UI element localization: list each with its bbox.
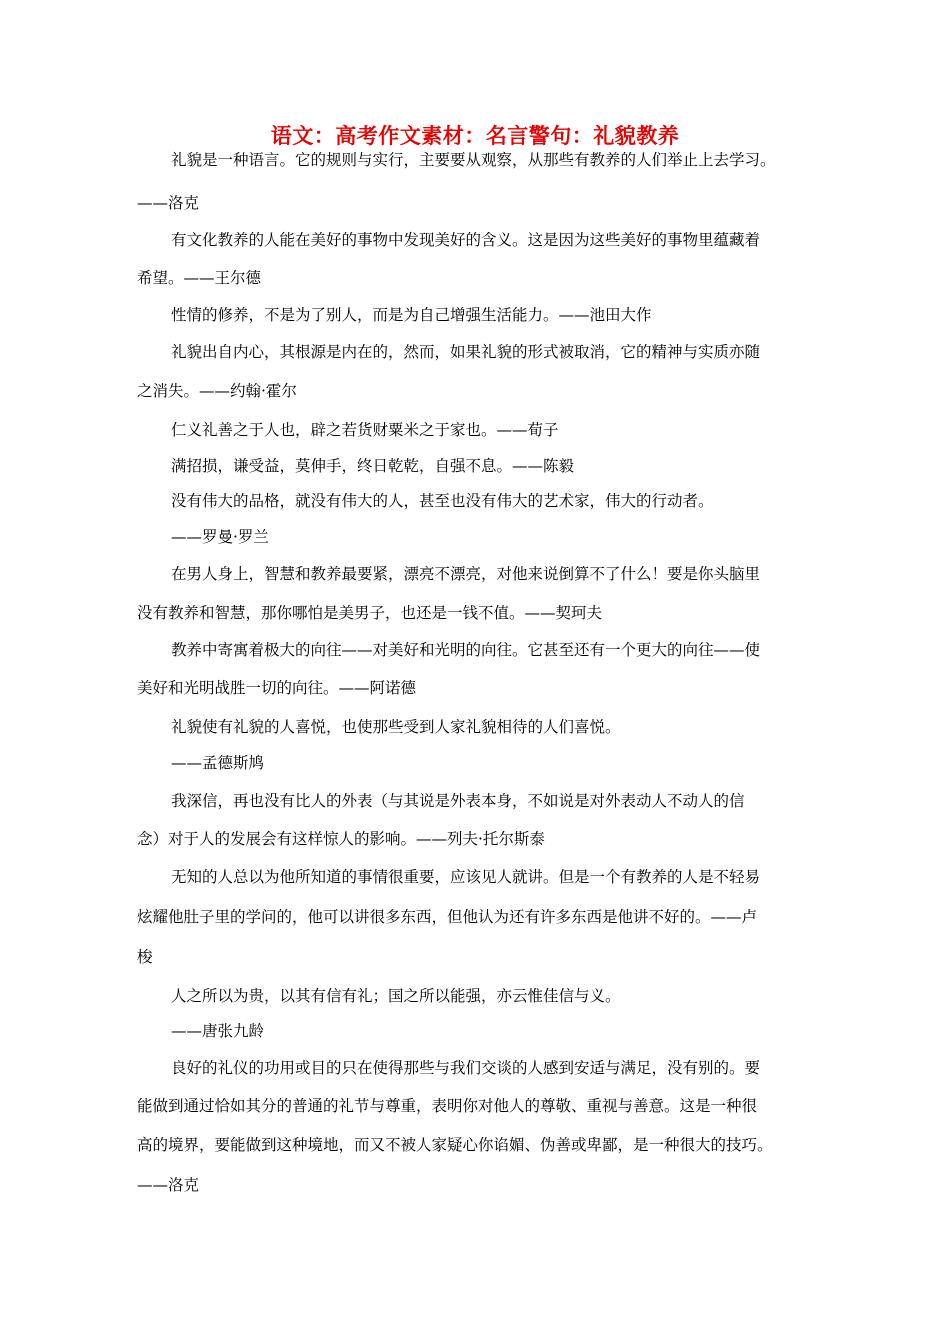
text-line: 教养中寄寓着极大的向往——对美好和光明的向往。它甚至还有一个更大的向往——使 xyxy=(171,641,761,659)
text-line: 没有伟大的品格，就没有伟大的人，甚至也没有伟大的艺术家，伟大的行动者。 xyxy=(171,492,714,510)
text-line: ——洛克 xyxy=(137,194,200,212)
text-line: 之消失。——约翰·霍尔 xyxy=(137,382,297,400)
text-line: 有文化教养的人能在美好的事物中发现美好的含义。这是因为这些美好的事物里蕴藏着 xyxy=(171,231,761,249)
text-line: ——孟德斯鸠 xyxy=(171,754,265,772)
text-line: 礼貌使有礼貌的人喜悦，也使那些受到人家礼貌相待的人们喜悦。 xyxy=(171,718,621,736)
text-line: 炫耀他肚子里的学问的，他可以讲很多东西，但他认为还有许多东西是他讲不好的。——卢 xyxy=(137,908,758,926)
text-line: 无知的人总以为他所知道的事情很重要，应该见人就讲。但是一个有教养的人是不轻易 xyxy=(171,868,761,886)
text-line: 礼貌是一种语言。它的规则与实行，主要要从观察，从那些有教养的人们举止上去学习。 xyxy=(171,151,776,169)
text-line: 仁义礼善之于人也，辟之若货财粟米之于家也。——荀子 xyxy=(171,421,559,439)
text-line: ——洛克 xyxy=(137,1176,200,1194)
document-title: 语文：高考作文素材：名言警句：礼貌教养 xyxy=(270,124,680,148)
text-line: 念）对于人的发展会有这样惊人的影响。——列夫·托尔斯泰 xyxy=(137,830,545,848)
text-line: 在男人身上，智慧和教养最要紧，漂亮不漂亮，对他来说倒算不了什么！要是你头脑里 xyxy=(171,565,761,583)
text-line: 美好和光明战胜一切的向往。——阿诺德 xyxy=(137,679,417,697)
text-line: 人之所以为贵，以其有信有礼；国之所以能强，亦云惟佳信与义。 xyxy=(171,987,621,1005)
text-line: 良好的礼仪的功用或目的只在使得那些与我们交谈的人感到安适与满足，没有别的。要 xyxy=(171,1059,761,1077)
text-line: 能做到通过恰如其分的普通的礼节与尊重，表明你对他人的尊敬、重视与善意。这是一种很 xyxy=(137,1097,758,1115)
text-line: 我深信，再也没有比人的外表（与其说是外表本身，不如说是对外表动人不动人的信 xyxy=(171,792,745,810)
text-line: 没有教养和智慧，那你哪怕是美男子，也还是一钱不值。——契珂夫 xyxy=(137,604,603,622)
text-line: ——罗曼·罗兰 xyxy=(171,528,269,546)
text-line: ——唐张九龄 xyxy=(171,1022,265,1040)
text-line: 高的境界，要能做到这种境地，而又不被人家疑心你谄媚、伪善或卑鄙，是一种很大的技巧。 xyxy=(137,1136,773,1154)
text-line: 梭 xyxy=(137,948,153,966)
text-line: 满招损，谦受益，莫伸手，终日乾乾，自强不息。——陈毅 xyxy=(171,457,575,475)
text-line: 希望。——王尔德 xyxy=(137,269,262,287)
text-line: 礼貌出自内心，其根源是内在的，然而，如果礼貌的形式被取消，它的精神与实质亦随 xyxy=(171,343,761,361)
text-line: 性情的修养，不是为了别人，而是为自己增强生活能力。——池田大作 xyxy=(171,306,652,324)
